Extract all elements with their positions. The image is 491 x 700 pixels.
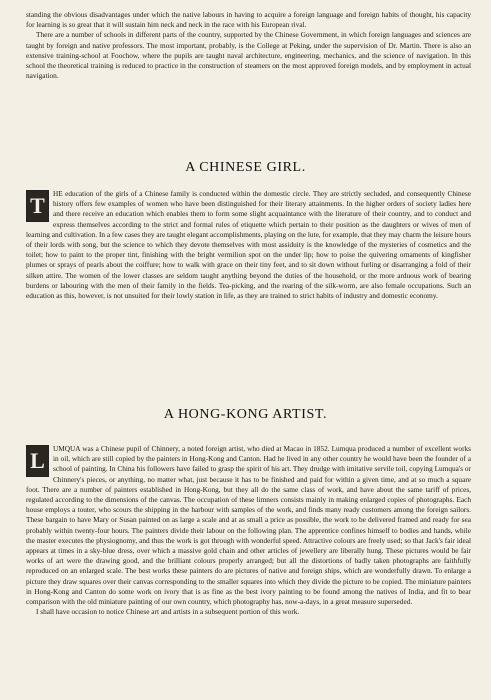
intro-paragraph-1: standing the obvious disadvantages under which the native labours in having to acquire a foreign language and foreign habits of thought, his capacity for learning is so great that it will sustain him neck and neck in the race with his European rival. [26,10,471,30]
intro-paragraph-2: There are a number of schools in different parts of the country, supported by the Chinese Government, in which foreign languages and sciences are taught by foreign and native professors. The most important, probably, is the College at Peking, under the supervision of Dr. Martin. There is also an extensive training-school at Foochow, where the pupils are taught naval architecture, engineering, mechanics, and the science of navigation. In this school the theoretical training is reduced to practice in the construction of steamers on the most approved foreign models, and by employment in actual navigation. [26,30,471,81]
chinese-girl-paragraph: HE education of the girls of a Chinese family is conducted within the domestic circle. They are strictly secluded, and consequently Chinese history offers few examples of women who have been distinguished for their literary attainments. In the higher orders of society ladies here and there receive an education which enables them to form some slight acquaintance with the literature of their country, and to conduct and express themselves according to the strict and formal rules of etiquette which pertain to their position as the daughters or wives of men of learning and cultivation. In a few cases they are taught elegant accomplishments, playing on the lute, for example, that they may charm the leisure hours of their lords with song, but the science to which they devote themselves with most assiduity is the knowledge of the mysteries of cosmetics and the toilet; how to paint to the proper tint, finishing with the bright vermilion spot on the under lip; how to poise the quivering ornaments of kingfisher plumes or sprays of pearls about the coiffure; how to walk with grace on their tiny feet, and to sit down without furling or disarranging a fold of their silken attire. The women of the lower classes are seldom taught anything beyond the duties of the household, or the more arduous work of bearing burdens or labouring with the men of their family in the fields. Tea-picking, and the rearing of the silk-worm, are also female occupations. Such an education as this, however, is not unsuited for their lowly station in life, as they are trained to strict habits of industry and domestic economy. [26,189,471,301]
intro-section [26,10,471,81]
drop-cap-l: L [26,445,49,477]
hong-kong-artist-heading: A HONG-KONG ARTIST. [163,407,328,422]
drop-cap-t: T [26,190,49,222]
chinese-girl-heading: A CHINESE GIRL. [185,160,306,175]
hong-kong-artist-section [26,444,471,617]
chinese-girl-section [26,189,471,301]
closing-paragraph: I shall have occasion to notice Chinese art and artists in a subsequent portion of this work. [36,607,300,617]
hong-kong-artist-paragraph: UMQUA was a Chinese pupil of Chinnery, a noted foreign artist, who died at Macao in 1852. Lumqua produced a number of excellent works in oil, which are still copied by the painters in Hong-Kong and Canton. Had he lived in any other country he would have been the founder of a school of painting. In China his followers have failed to grasp the spirit of his art. They drudge with imitative servile toil, copying Lumqua's or Chinnery's pieces, or anything, no matter what, just because it has to be finished and paid for within a given time, and at so much a square foot. There are a number of painters established in Hong-Kong, but they all do the same class of work, and have about the same tariff of prices, regulated according to the dimensions of the canvas. The occupation of these limners consists mainly in making enlarged copies of photographs. Each house employs a touter, who scours the shipping in the harbour with samples of the work, and finds many ready customers among the foreign sailors. These bargain to have Mary or Susan painted on as large a scale and at as small a price as possible, the work to be delivered framed and ready for sea probably within twenty-four hours. The painters divide their labour on the following plan. The apprentice confines himself to bodies and hands, while the master executes the physiognomy, and thus the work is got through with wonderful speed. Attractive colours are freely used; so that Jack's fair ideal appears at times in a sky-blue dress, over which a massive gold chain and other articles of jewellery are liberally hung. These pictures would be fair works of art were the drawing good, and the brilliant colours properly arranged; but all the distortions of badly taken photographs are faithfully reproduced on an enlarged scale. The best works these painters do are pictures of native and foreign ships, which are wonderfully drawn. To enlarge a picture they draw squares over their canvas corresponding to the smaller squares into which they divide the picture to be copied. The miniature painters in Hong-Kong and Canton do some work on ivory that is as fine as the best ivory painting to be found among the natives of India, and fit to bear comparison with the old miniature painting of our own country, which photography has, now-a-days, in a great measure superseded. [26,444,471,607]
